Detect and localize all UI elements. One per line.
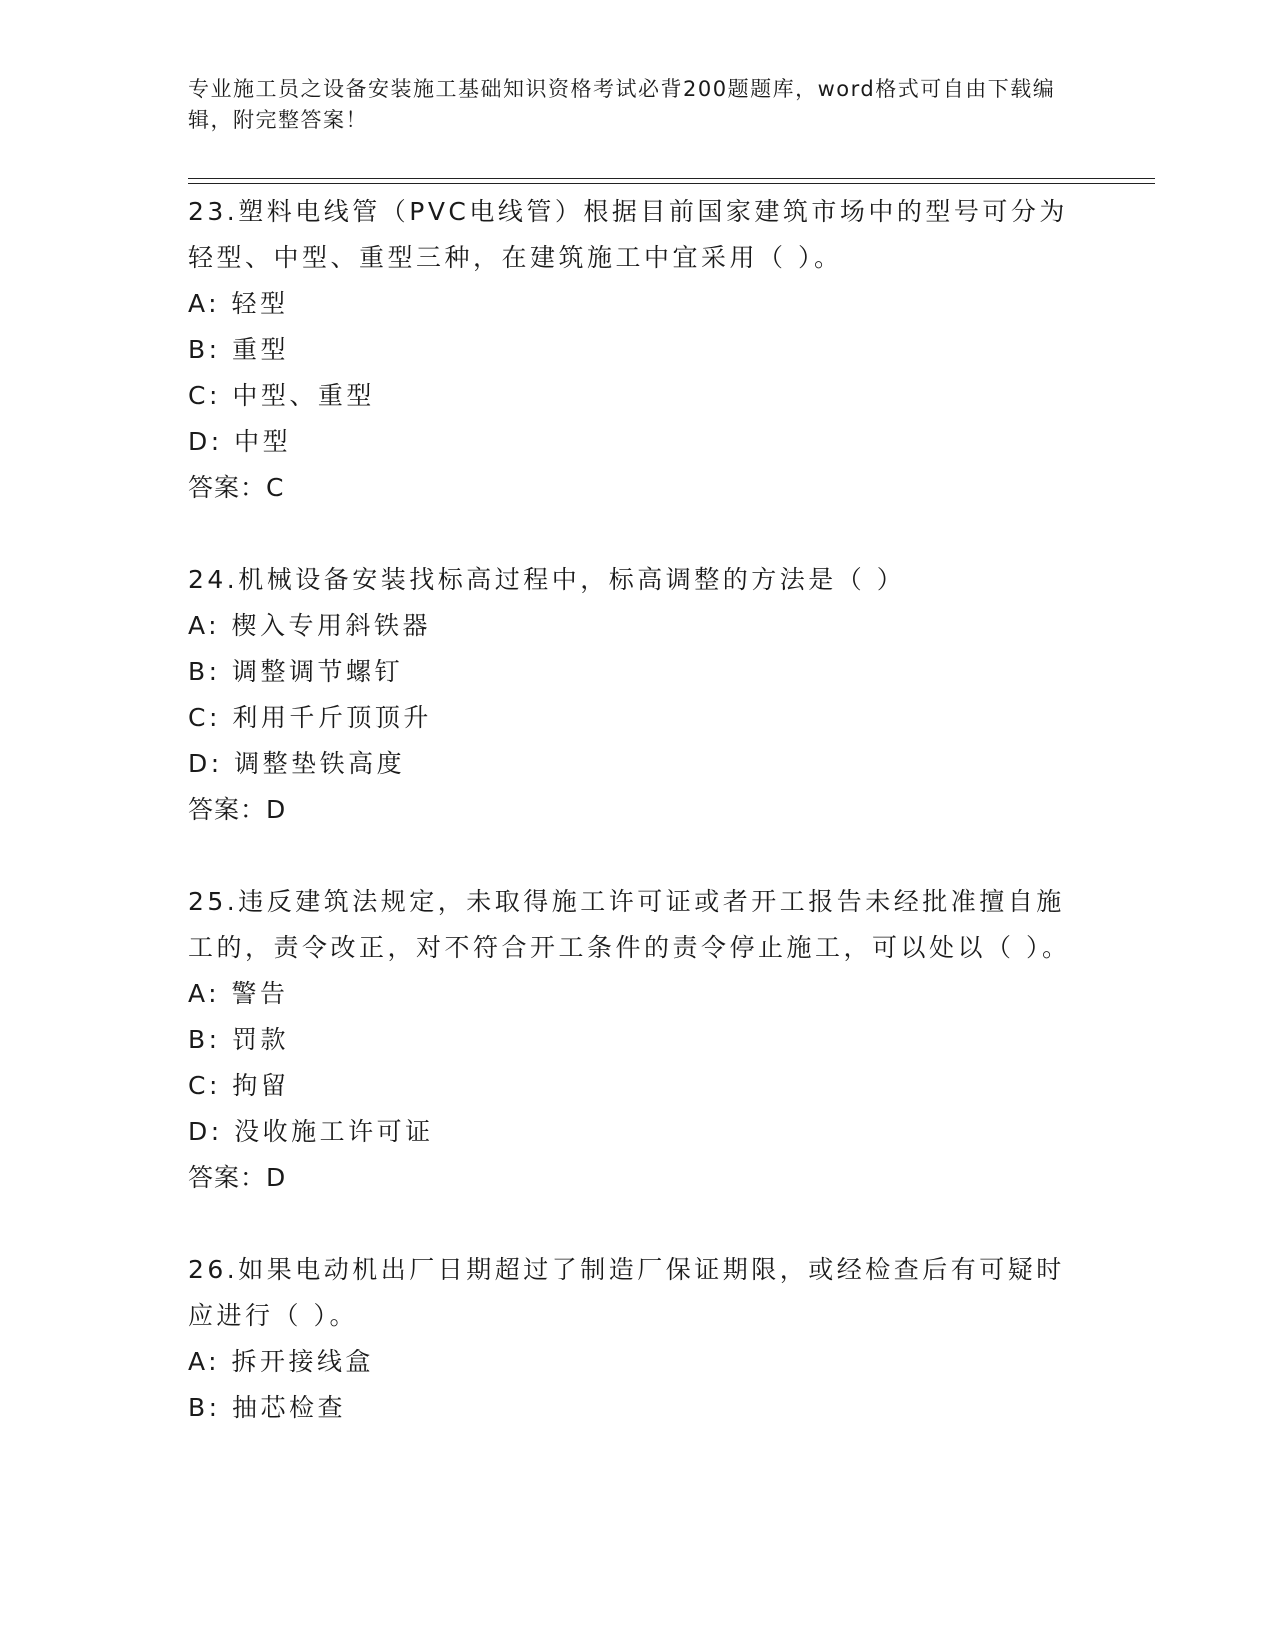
header-rule-bottom (188, 183, 1155, 184)
question-option-d: D: 中型 (188, 427, 292, 456)
question-text: 25.违反建筑法规定，未取得施工许可证或者开工报告未经批准擅自施工的，责令改正，对不符合开工条件的责令停止施工，可以处以（ ）。 (188, 887, 1071, 962)
question-text: 23.塑料电线管（PVC电线管）根据目前国家建筑市场中的型号可分为轻型、中型、重型三种，在建筑施工中宜采用（ ）。 (188, 197, 1068, 272)
question-option-c: C: 中型、重型 (188, 381, 375, 410)
question-list (188, 189, 1088, 1431)
question-25 (188, 879, 1088, 1201)
question-option-a: A: 警告 (188, 979, 289, 1008)
question-23 (188, 189, 1088, 511)
question-option-c: C: 拘留 (188, 1071, 290, 1100)
document-header: 专业施工员之设备安装施工基础知识资格考试必背200题题库，word格式可自由下载编辑，附完整答案！ (188, 77, 1056, 132)
question-option-b: B: 调整调节螺钉 (188, 657, 404, 686)
question-option-a: A: 轻型 (188, 289, 289, 318)
question-option-b: B: 重型 (188, 335, 290, 364)
question-option-b: B: 抽芯检查 (188, 1393, 347, 1422)
question-spacer (188, 1201, 1088, 1247)
header-rule-top (188, 178, 1155, 179)
question-26 (188, 1247, 1088, 1431)
question-option-b: B: 罚款 (188, 1025, 290, 1054)
question-option-a: A: 楔入专用斜铁器 (188, 611, 432, 640)
question-text: 26.如果电动机出厂日期超过了制造厂保证期限，或经检查后有可疑时应进行（ ）。 (188, 1255, 1065, 1330)
question-spacer (188, 833, 1088, 879)
question-24 (188, 557, 1088, 833)
question-spacer (188, 511, 1088, 557)
question-option-d: D: 没收施工许可证 (188, 1117, 434, 1146)
question-option-a: A: 拆开接线盒 (188, 1347, 375, 1376)
question-option-c: C: 利用千斤顶顶升 (188, 703, 432, 732)
question-answer: 答案：D (188, 1163, 287, 1192)
question-answer: 答案：C (188, 473, 285, 502)
question-text: 24.机械设备安装找标高过程中，标高调整的方法是（ ） (188, 565, 906, 594)
question-option-d: D: 调整垫铁高度 (188, 749, 406, 778)
question-answer: 答案：D (188, 795, 287, 824)
